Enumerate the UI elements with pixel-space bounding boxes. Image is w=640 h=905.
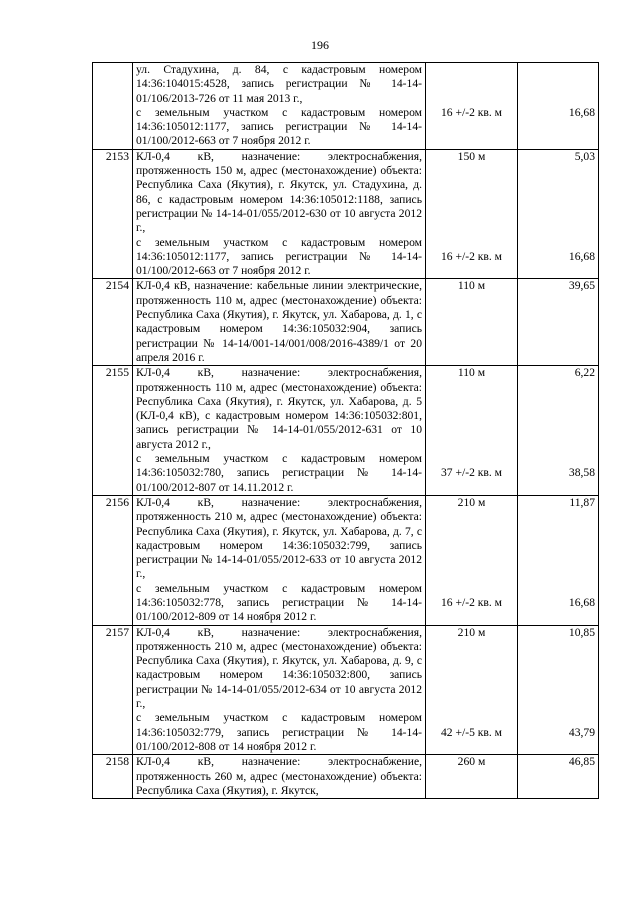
row-size [426, 625, 518, 755]
land-plot-description: с земельным участком с кадастровым номером 14:36:105032:778, запись регистрации № 14-14-01/100/2012-809 от 14 ноября 2012 г. [136, 581, 422, 624]
land-value: 16,68 [568, 249, 595, 263]
row-number: 2158 [93, 755, 133, 799]
land-plot-description: с земельным участком с кадастровым номером 14:36:105032:779, запись регистрации № 14-14-01/100/2012-808 от 14 ноября 2012 г. [136, 711, 422, 753]
row-description [133, 279, 426, 366]
row-description [133, 625, 426, 755]
object-length: 110 м [457, 366, 486, 380]
land-plot-description: с земельным участком с кадастровым номером 14:36:105012:1177, запись регистрации № 14-14-01/100/2012-663 от 7 ноября 2012 г. [136, 235, 422, 278]
row-size [426, 495, 518, 625]
object-description: КЛ-0,4 кВ, назначение: кабельные линии электрические, протяженность 110 м, адрес (местонахождение) объекта: Республика Саха (Якутия), г. Якутск, ул. Хабарова, д. 1, с кадастровым номером 14:36:105032:904, запись регистрации № 14-14/001-14/001/008/2016-4389/1 от 20 апреля 2016 г. [136, 279, 422, 364]
object-length: 150 м [457, 149, 486, 163]
land-area: 37 +/-2 кв. м [440, 466, 503, 480]
land-area: 16 +/-2 кв. м [440, 249, 503, 263]
row-value [518, 625, 599, 755]
object-description: КЛ-0,4 кВ, назначение: электроснабжение, протяженность 260 м, адрес (местонахождение) объекта: Республика Саха (Якутия), г. Якутск, [136, 755, 422, 797]
row-value [518, 63, 599, 150]
row-size [426, 149, 518, 279]
table-row [93, 279, 599, 366]
object-value: 6,22 [574, 366, 595, 380]
object-description: КЛ-0,4 кВ, назначение: электроснабжения, протяженность 110 м, адрес (местонахождение) объекта: Республика Саха (Якутия), г. Якутск, ул. Хабарова, д. 5 (КЛ-0,4 кВ), с кадастровым номером 14:36:105032:801, запись регистрации № 14-14-01/055/2012-631 от 10 августа 2012 г., [136, 366, 422, 451]
row-number: 2153 [93, 149, 133, 279]
row-size [426, 755, 518, 799]
object-length: 110 м [457, 279, 486, 293]
object-value: 46,85 [568, 755, 595, 769]
row-number: 2155 [93, 366, 133, 496]
row-value [518, 149, 599, 279]
table-row [93, 755, 599, 799]
row-number: 2157 [93, 625, 133, 755]
object-description: КЛ-0,4 кВ, назначение: электроснабжения, протяженность 150 м, адрес (местонахождение) объекта: Республика Саха (Якутия), г. Якутск, ул. Стадухина, д. 86, с кадастровым номером 14:36:105012:1188, запись регистрации № 14-14-01/055/2012-630 от 10 августа 2012 г., [136, 149, 422, 235]
row-description [133, 366, 426, 496]
row-description [133, 755, 426, 799]
row-value [518, 495, 599, 625]
row-number: 2156 [93, 495, 133, 625]
land-area: 16 +/-2 кв. м [440, 105, 503, 119]
land-value: 16,68 [568, 105, 595, 119]
object-length: 210 м [457, 495, 486, 509]
object-description: ул. Стадухина, д. 84, с кадастровым номером 14:36:104015:4528, запись регистрации № 14-14-01/106/2013-726 от 11 мая 2013 г., [136, 63, 422, 105]
row-description [133, 149, 426, 279]
land-area: 16 +/-2 кв. м [440, 595, 503, 609]
row-number [93, 63, 133, 150]
row-size [426, 63, 518, 150]
row-size [426, 279, 518, 366]
row-number: 2154 [93, 279, 133, 366]
table-row [93, 149, 599, 279]
land-value: 16,68 [568, 595, 595, 609]
row-size [426, 366, 518, 496]
table-row [93, 366, 599, 496]
row-description [133, 495, 426, 625]
object-value: 11,87 [569, 495, 595, 509]
page-number: 196 [311, 38, 329, 52]
table-row [93, 625, 599, 755]
object-value: 39,65 [568, 279, 595, 293]
land-value: 38,58 [568, 466, 595, 480]
object-value: 10,85 [568, 625, 595, 639]
land-value: 43,79 [568, 725, 595, 739]
row-description [133, 63, 426, 150]
row-value [518, 755, 599, 799]
property-registry-table [92, 62, 599, 799]
table-row [93, 495, 599, 625]
land-plot-description: с земельным участком с кадастровым номером 14:36:105012:1177, запись регистрации № 14-14-01/100/2012-663 от 7 ноября 2012 г. [136, 105, 422, 148]
object-description: КЛ-0,4 кВ, назначение: электроснабжения, протяженность 210 м, адрес (местонахождение) объекта: Республика Саха (Якутия), г. Якутск, ул. Хабарова, д. 7, с кадастровым номером 14:36:105032:799, запись регистрации № 14-14-01/055/2012-633 от 10 августа 2012 г., [136, 495, 422, 581]
object-length: 210 м [457, 625, 486, 639]
object-description: КЛ-0,4 кВ, назначение: электроснабжения, протяженность 210 м, адрес (местонахождение) объекта: Республика Саха (Якутия), г. Якутск, ул. Хабарова, д. 9, с кадастровым номером 14:36:105032:800, запись регистрации № 14-14-01/055/2012-634 от 10 августа 2012 г., [136, 625, 422, 711]
land-area: 42 +/-5 кв. м [440, 725, 503, 739]
row-value [518, 279, 599, 366]
land-plot-description: с земельным участком с кадастровым номером 14:36:105032:780, запись регистрации № 14-14-01/100/2012-807 от 14.11.2012 г. [136, 452, 422, 494]
table-row [93, 63, 599, 150]
row-value [518, 366, 599, 496]
object-value: 5,03 [574, 149, 595, 163]
object-length: 260 м [457, 755, 486, 769]
